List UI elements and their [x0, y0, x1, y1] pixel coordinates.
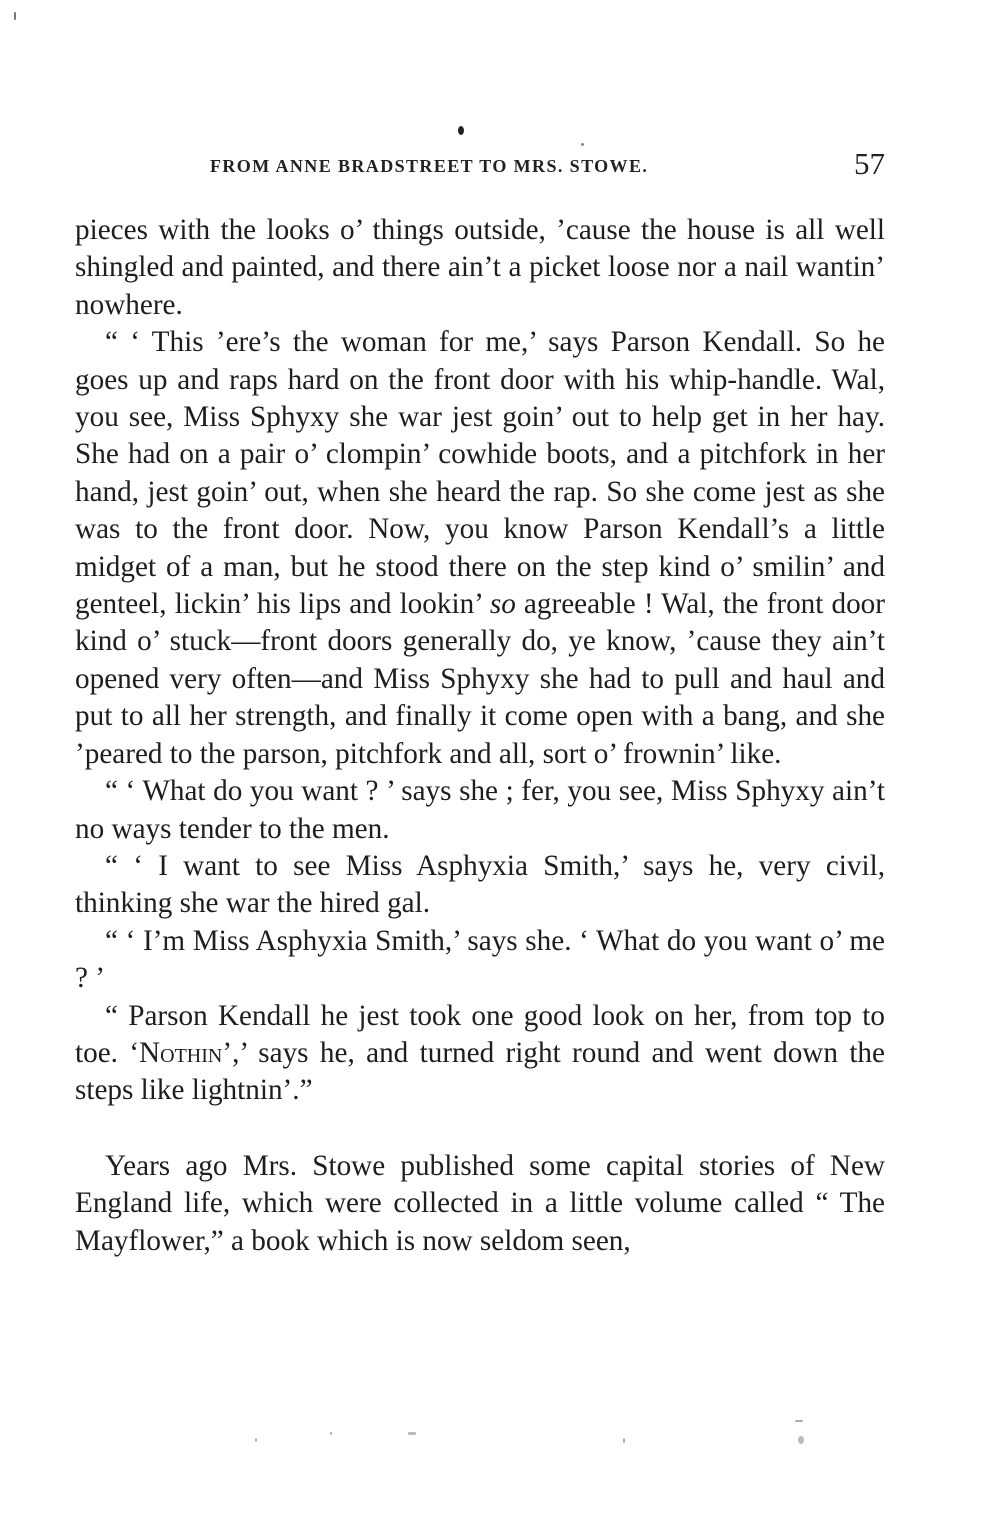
- ink-speck: [408, 1432, 416, 1435]
- ink-speck: [623, 1438, 625, 1443]
- paragraph: “ ‘ What do you want ? ’ says she ; fer, you see, Miss Sphyxy ain’t no ways tender to the men.: [75, 775, 885, 845]
- paragraph: “ ‘ I’m Miss Asphyxia Smith,’ says she. ‘ What do you want o’ me ? ’: [75, 924, 885, 995]
- body-text: [75, 212, 885, 1260]
- paragraph: [75, 998, 885, 1110]
- paragraph-text: “ ‘ This ’ere’s the woman for me,’ says Parson Kendall. So he goes up and raps hard on the front door with his whip-handle. Wal, you see, Miss Sphyxy she war jest goin’ out to help get in her hay. She had on a pair o’ clompin’ cowhide boots, and a pitchfork in her hand, jest goin’ out, when she heard the rap. So she come jest as she was to the front door. Now, you know Parson Kendall’s a little midget of a man, but he stood there on the step kind o’ smilin’ and genteel, lickin’ his lips and lookin’: [75, 326, 885, 621]
- paragraph: Years ago Mrs. Stowe published some capital stories of New England life, which were collected in a little volume called “ The Mayflower,” a book which is now seldom seen,: [75, 1149, 885, 1257]
- smallcaps-text: Nothin’: [139, 1036, 233, 1069]
- ink-speck: [798, 1436, 804, 1444]
- ink-speck: [330, 1432, 332, 1435]
- paragraph-text: agreeable ! Wal, the front door kind o’ stuck—front doors generally do, ye know, ’cause they ain’t opened very often—and Miss Sphyxy she had to pull and haul and put to all her strength, and finally it come open with a bang, and she ’peared to the parson, pitchfork and all, sort o’ frownin’ like.: [75, 588, 885, 770]
- paragraph-text: ,’ says he, and turned right round and went down the steps like lightnin’.”: [75, 1036, 885, 1107]
- ink-speck: [255, 1438, 257, 1442]
- paragraph-text: “ Parson Kendall he jest took one good look on her, from top to toe. ‘: [75, 999, 885, 1069]
- paragraph: pieces with the looks o’ things outside, ’cause the house is all well shingled and painted, and there ain’t a picket loose nor a nail wantin’ nowhere.: [75, 214, 885, 321]
- page-number: 57: [854, 146, 885, 181]
- running-title: FROM ANNE BRADSTREET TO MRS. STOWE.: [210, 156, 649, 176]
- ink-speck: [458, 126, 464, 135]
- ink-speck: [581, 143, 584, 146]
- ink-speck: [795, 1420, 803, 1422]
- running-head: [75, 146, 885, 184]
- emphasis-text: so: [489, 588, 516, 621]
- paragraph: “ ‘ I want to see Miss Asphyxia Smith,’ says he, very civil, thinking she war the hired gal.: [75, 849, 885, 920]
- paragraph: [75, 324, 885, 773]
- ink-speck: [14, 12, 16, 20]
